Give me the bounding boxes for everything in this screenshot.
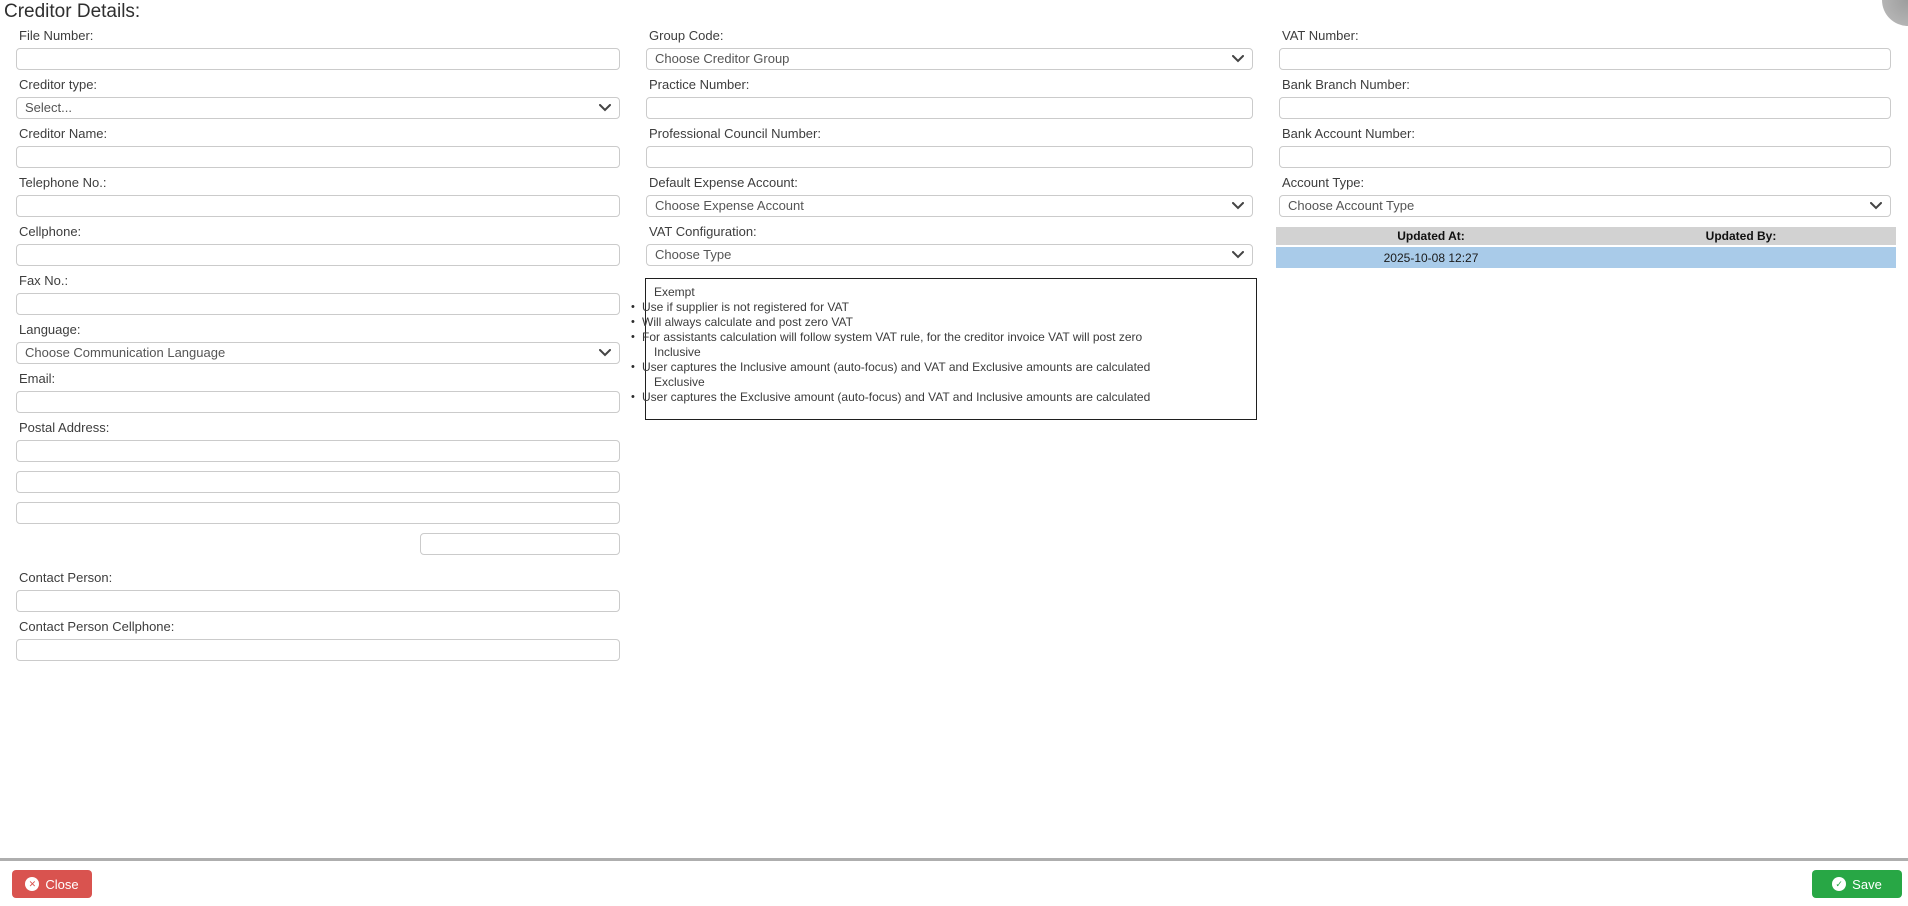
right-column — [1279, 28, 1891, 668]
vat-configuration-field — [646, 224, 1253, 266]
telephone-label: Telephone No.: — [19, 175, 107, 190]
professional-council-number-field — [646, 126, 1253, 168]
default-expense-account-field — [646, 175, 1253, 217]
creditor-details-form — [16, 28, 1891, 668]
audit-updated-at-value: 2025-10-08 12:27 — [1383, 250, 1479, 265]
vat-help-heading-exclusive: Exclusive — [654, 375, 705, 389]
fax-label: Fax No.: — [19, 273, 69, 288]
vat-help-bullet — [633, 360, 1256, 375]
practice-number-input[interactable] — [646, 97, 1253, 119]
group-code-label: Group Code: — [649, 28, 724, 43]
vat-configuration-value: Choose Type — [655, 247, 732, 262]
bullet-marker-icon: • — [631, 301, 635, 313]
postal-address-field — [16, 420, 620, 555]
vat-help-bullet — [633, 390, 1256, 405]
save-button-label: Save — [1852, 876, 1882, 892]
cellphone-field — [16, 224, 620, 266]
telephone-field — [16, 175, 620, 217]
audit-table-header — [1276, 227, 1896, 245]
creditor-name-label: Creditor Name: — [19, 126, 108, 141]
bank-branch-number-field — [1279, 77, 1891, 119]
postal-address-line3-input[interactable] — [16, 502, 620, 524]
close-button[interactable] — [12, 870, 92, 898]
vat-number-input[interactable] — [1279, 48, 1891, 70]
audit-updated-by-value — [1586, 247, 1896, 268]
vat-help-bullet-text: User captures the Exclusive amount (auto-focus) and VAT and Inclusive amounts are calculated — [642, 390, 1151, 404]
close-button-label: Close — [45, 876, 79, 892]
account-type-field — [1279, 175, 1891, 217]
postal-address-label: Postal Address: — [19, 420, 110, 435]
group-code-value: Choose Creditor Group — [655, 51, 790, 66]
creditor-type-select[interactable] — [16, 97, 620, 119]
creditor-name-field — [16, 126, 620, 168]
bullet-marker-icon: • — [631, 391, 635, 403]
contact-person-field — [16, 570, 620, 612]
email-field — [16, 371, 620, 413]
bullet-marker-icon: • — [631, 316, 635, 328]
bank-account-number-field — [1279, 126, 1891, 168]
footer-divider — [0, 858, 1908, 861]
vat-configuration-help-popup — [631, 278, 1257, 420]
audit-col-updated-at: Updated At: — [1397, 229, 1465, 243]
language-label: Language: — [19, 322, 81, 337]
bank-account-number-label: Bank Account Number: — [1282, 126, 1415, 141]
contact-person-cellphone-input[interactable] — [16, 639, 620, 661]
practice-number-field — [646, 77, 1253, 119]
account-type-label: Account Type: — [1282, 175, 1365, 190]
chevron-down-icon — [599, 104, 611, 112]
bank-branch-number-label: Bank Branch Number: — [1282, 77, 1410, 92]
creditor-name-input[interactable] — [16, 146, 620, 168]
cellphone-input[interactable] — [16, 244, 620, 266]
save-button[interactable] — [1812, 870, 1902, 898]
default-expense-account-value: Choose Expense Account — [655, 198, 804, 213]
file-number-input[interactable] — [16, 48, 620, 70]
creditor-type-field — [16, 77, 620, 119]
contact-person-label: Contact Person: — [19, 570, 113, 585]
chevron-down-icon — [1232, 55, 1244, 63]
chevron-down-icon — [1870, 202, 1882, 210]
vat-help-heading-exempt: Exempt — [654, 285, 695, 299]
professional-council-number-label: Professional Council Number: — [649, 126, 821, 141]
vat-number-label: VAT Number: — [1282, 28, 1359, 43]
vat-help-heading-inclusive: Inclusive — [654, 345, 701, 359]
group-code-select[interactable] — [646, 48, 1253, 70]
bullet-marker-icon: • — [631, 331, 635, 343]
vat-configuration-label: VAT Configuration: — [649, 224, 757, 239]
chevron-down-icon — [1232, 202, 1244, 210]
fax-field — [16, 273, 620, 315]
contact-person-input[interactable] — [16, 590, 620, 612]
account-type-select[interactable] — [1279, 195, 1891, 217]
chevron-down-icon — [1232, 251, 1244, 259]
bank-branch-number-input[interactable] — [1279, 97, 1891, 119]
contact-person-cellphone-label: Contact Person Cellphone: — [19, 619, 175, 634]
postal-code-input[interactable] — [420, 533, 620, 555]
contact-person-cellphone-field — [16, 619, 620, 661]
default-expense-account-select[interactable] — [646, 195, 1253, 217]
email-label: Email: — [19, 371, 56, 386]
creditor-type-value: Select... — [25, 100, 72, 115]
fax-input[interactable] — [16, 293, 620, 315]
email-input[interactable] — [16, 391, 620, 413]
language-field — [16, 322, 620, 364]
vat-configuration-select[interactable] — [646, 244, 1253, 266]
audit-table-row[interactable] — [1276, 247, 1896, 268]
cellphone-label: Cellphone: — [19, 224, 82, 239]
default-expense-account-label: Default Expense Account: — [649, 175, 798, 190]
language-value: Choose Communication Language — [25, 345, 226, 360]
bullet-marker-icon: • — [631, 361, 635, 373]
vat-help-bullet-text: Will always calculate and post zero VAT — [642, 315, 853, 329]
page-title: Creditor Details: — [4, 1, 141, 22]
vat-help-bullet-text: For assistants calculation will follow system VAT rule, for the creditor invoice VAT will post zero — [642, 330, 1143, 344]
group-code-field — [646, 28, 1253, 70]
postal-address-line1-input[interactable] — [16, 440, 620, 462]
audit-col-updated-by: Updated By: — [1705, 229, 1777, 243]
account-type-value: Choose Account Type — [1288, 198, 1415, 213]
practice-number-label: Practice Number: — [649, 77, 750, 92]
check-icon: ✓ — [1832, 877, 1846, 891]
postal-address-line2-input[interactable] — [16, 471, 620, 493]
creditor-type-label: Creditor type: — [19, 77, 98, 92]
vat-help-bullet — [633, 315, 1256, 330]
corner-bubble-icon[interactable] — [1882, 0, 1908, 26]
file-number-field — [16, 28, 620, 70]
telephone-input[interactable] — [16, 195, 620, 217]
left-column — [16, 28, 620, 668]
middle-column — [631, 28, 1253, 668]
vat-help-bullet-text: User captures the Inclusive amount (auto-focus) and VAT and Exclusive amounts are calculated — [642, 360, 1151, 374]
file-number-label: File Number: — [19, 28, 94, 43]
bank-account-number-input[interactable] — [1279, 146, 1891, 168]
vat-help-bullet-text: Use if supplier is not registered for VAT — [642, 300, 849, 314]
postal-code-row — [16, 533, 620, 555]
chevron-down-icon — [599, 349, 611, 357]
close-icon: ✕ — [25, 877, 39, 891]
vat-help-bullet — [633, 300, 1256, 315]
audit-table — [1276, 227, 1896, 268]
vat-number-field — [1279, 28, 1891, 70]
language-select[interactable] — [16, 342, 620, 364]
professional-council-number-input[interactable] — [646, 146, 1253, 168]
vat-help-bullet — [633, 330, 1256, 345]
